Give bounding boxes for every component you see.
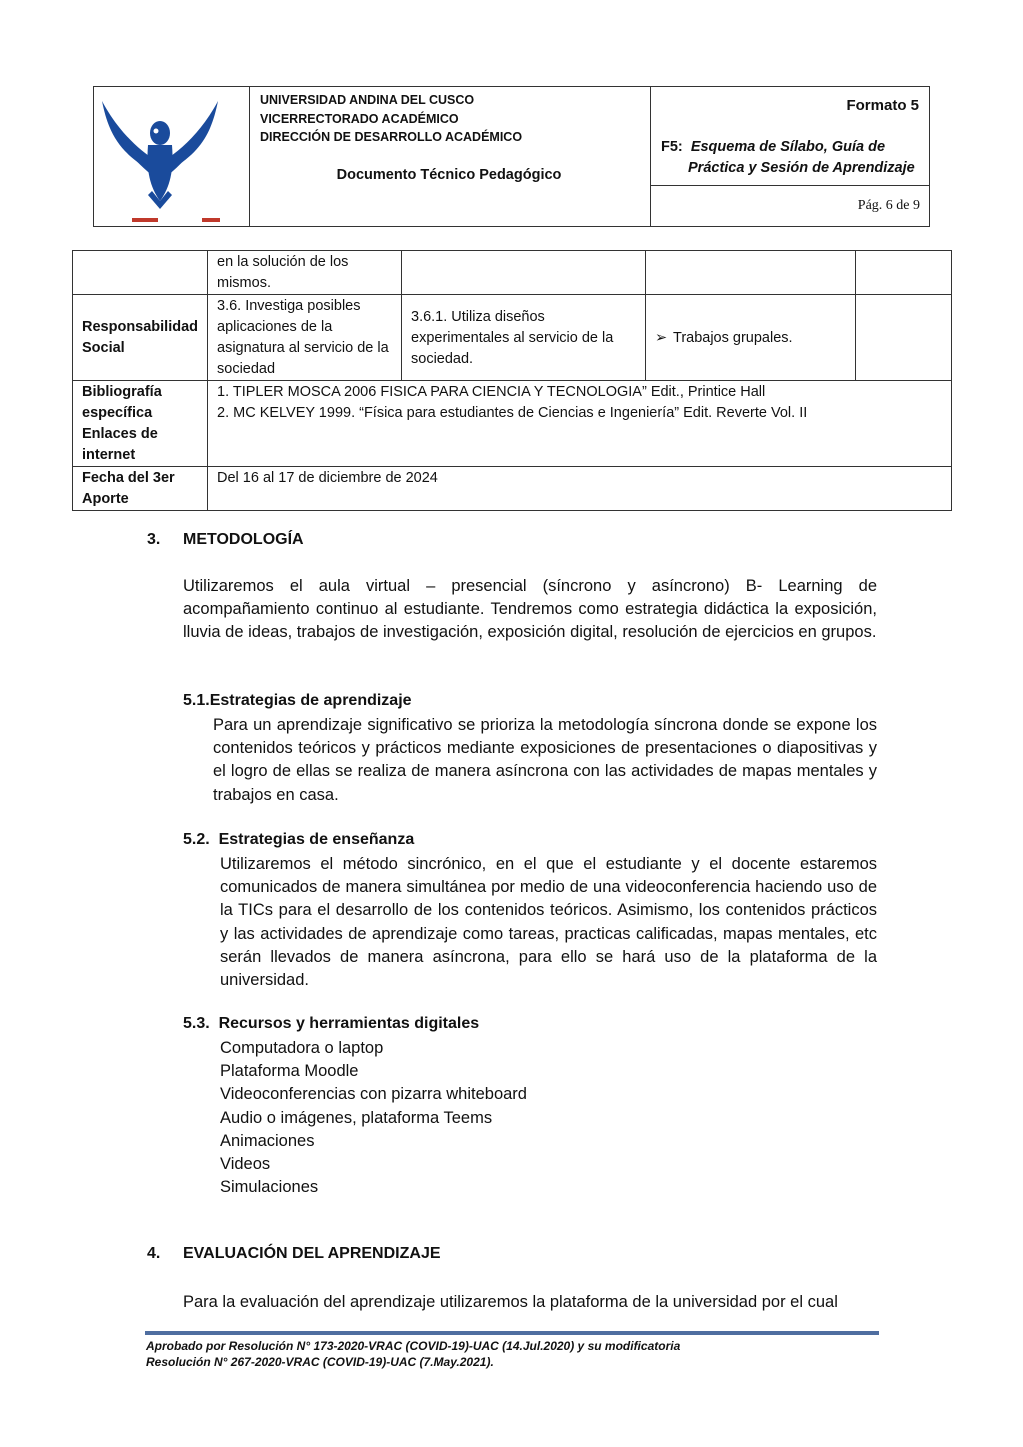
formato-title <box>661 137 921 179</box>
section-number: 3. <box>147 531 161 548</box>
section-title: METODOLOGÍA <box>183 531 304 548</box>
row-label: Bibliografía específica Enlaces de internet <box>73 381 208 467</box>
page-number: Pág. 6 de 9 <box>857 198 920 213</box>
subsection-number: 5.1. <box>183 692 210 709</box>
doc-type: Documento Técnico Pedagógico <box>336 167 562 183</box>
f5-title-line2: Práctica y Sesión de Aprendizaje <box>688 160 915 176</box>
bibliography-ref: 2. MC KELVEY 1999. “Física para estudiantes de Ciencias e Ingeniería” Edit. Reverte Vol. II <box>217 405 808 421</box>
section-paragraph: Utilizaremos el método sincrónico, en el que el estudiante y el docente estaremos comunicados de manera simultánea por medio de una videoconferencia haciendo uso de la TICs para el desarrollo de los contenidos teóricos. Asimismo, los contenidos prácticos y las actividades de aprendizaje como tareas, practicas calificadas, mapas mentales, etc serán llevados de manera asíncrona, para ello se hará uso de la plataforma de la universidad. <box>220 855 877 990</box>
list-item: Videos <box>220 1155 271 1174</box>
subsection-heading <box>183 1015 479 1033</box>
syllabus-table <box>72 250 952 511</box>
university-name: UNIVERSIDAD ANDINA DEL CUSCO <box>260 93 475 107</box>
subsection-title: Estrategias de enseñanza <box>218 831 415 848</box>
subsection-number: 5.3. <box>183 1015 210 1032</box>
f5-title-line1: Esquema de Sílabo, Guía de <box>690 139 886 155</box>
university-logo <box>98 91 246 223</box>
bibliography-ref: 1. TIPLER MOSCA 2006 FISICA PARA CIENCIA Y TECNOLOGIA” Edit., Printice Hall <box>217 384 766 400</box>
table-row <box>73 251 952 295</box>
subsection-title: Estrategias de aprendizaje <box>209 692 412 709</box>
vicerrectorado: VICERRECTORADO ACADÉMICO <box>260 111 459 126</box>
table-row <box>73 295 952 381</box>
list-item: Videoconferencias con pizarra whiteboard <box>220 1085 527 1104</box>
subsection-title: Recursos y herramientas digitales <box>218 1015 480 1032</box>
row-label: Fecha del 3er Aporte <box>73 467 208 511</box>
footer-text: Resolución N° 267-2020-VRAC (COVID-19)-UAC (7.May.2021). <box>146 1355 494 1369</box>
list-item: Plataforma Moodle <box>220 1062 359 1081</box>
table-cell: 3.6. Investiga posibles aplicaciones de la asignatura al servicio de la sociedad <box>208 295 402 381</box>
table-cell: en la solución de los mismos. <box>208 251 402 295</box>
resources-list <box>220 1037 527 1199</box>
subsection-heading <box>183 831 414 849</box>
subsection-heading <box>183 692 412 710</box>
document-header <box>93 86 930 227</box>
section-title: EVALUACIÓN DEL APRENDIZAJE <box>183 1245 441 1262</box>
subsection-number: 5.2. <box>183 831 210 848</box>
section-paragraph: Utilizaremos el aula virtual – presencial (síncrono y asíncrono) B- Learning de acompañamiento continuo al estudiante. Tendremos como estrategia didáctica la exposición, lluvia de ideas, trabajos de investigación, exposición digital, resolución de ejercicios en grupos. <box>183 577 877 642</box>
table-row <box>73 467 952 511</box>
table-cell: 3.6.1. Utiliza diseños experimentales al servicio de la sociedad. <box>402 295 646 381</box>
section-paragraph: Para la evaluación del aprendizaje utilizaremos la plataforma de la universidad por el cual <box>183 1293 838 1311</box>
direccion: DIRECCIÓN DE DESARROLLO ACADÉMICO <box>260 130 523 144</box>
section-paragraph: Para un aprendizaje significativo se prioriza la metodología síncrona donde se expone los contenidos teóricos y prácticos mediante exposiciones de presentaciones o diapositivas y el logro de ellas se realiza de manera asíncrona con las actividades de mapas mentales y trabajos en casa. <box>213 716 877 804</box>
f5-prefix: F5: <box>661 139 683 155</box>
list-item: Animaciones <box>220 1131 315 1150</box>
table-cell: Del 16 al 17 de diciembre de 2024 <box>208 467 952 511</box>
footer-divider <box>145 1331 879 1335</box>
arrow-bullet-icon: ➢ <box>655 329 668 346</box>
row-label: Responsabilidad Social <box>73 295 208 381</box>
list-item: Simulaciones <box>220 1178 319 1197</box>
bibliography-cell <box>208 381 952 467</box>
table-cell: ➢ Trabajos grupales. <box>646 295 856 381</box>
table-row <box>73 381 952 467</box>
formato-label: Formato 5 <box>846 97 919 114</box>
header-institution <box>260 91 522 147</box>
list-item: Computadora o laptop <box>220 1039 384 1057</box>
list-item: Audio o imágenes, plataforma Teems <box>220 1108 493 1127</box>
section-number: 4. <box>147 1245 161 1262</box>
footer-text: Aprobado por Resolución N° 173-2020-VRAC (COVID-19)-UAC (14.Jul.2020) y su modificatoria <box>146 1339 681 1353</box>
